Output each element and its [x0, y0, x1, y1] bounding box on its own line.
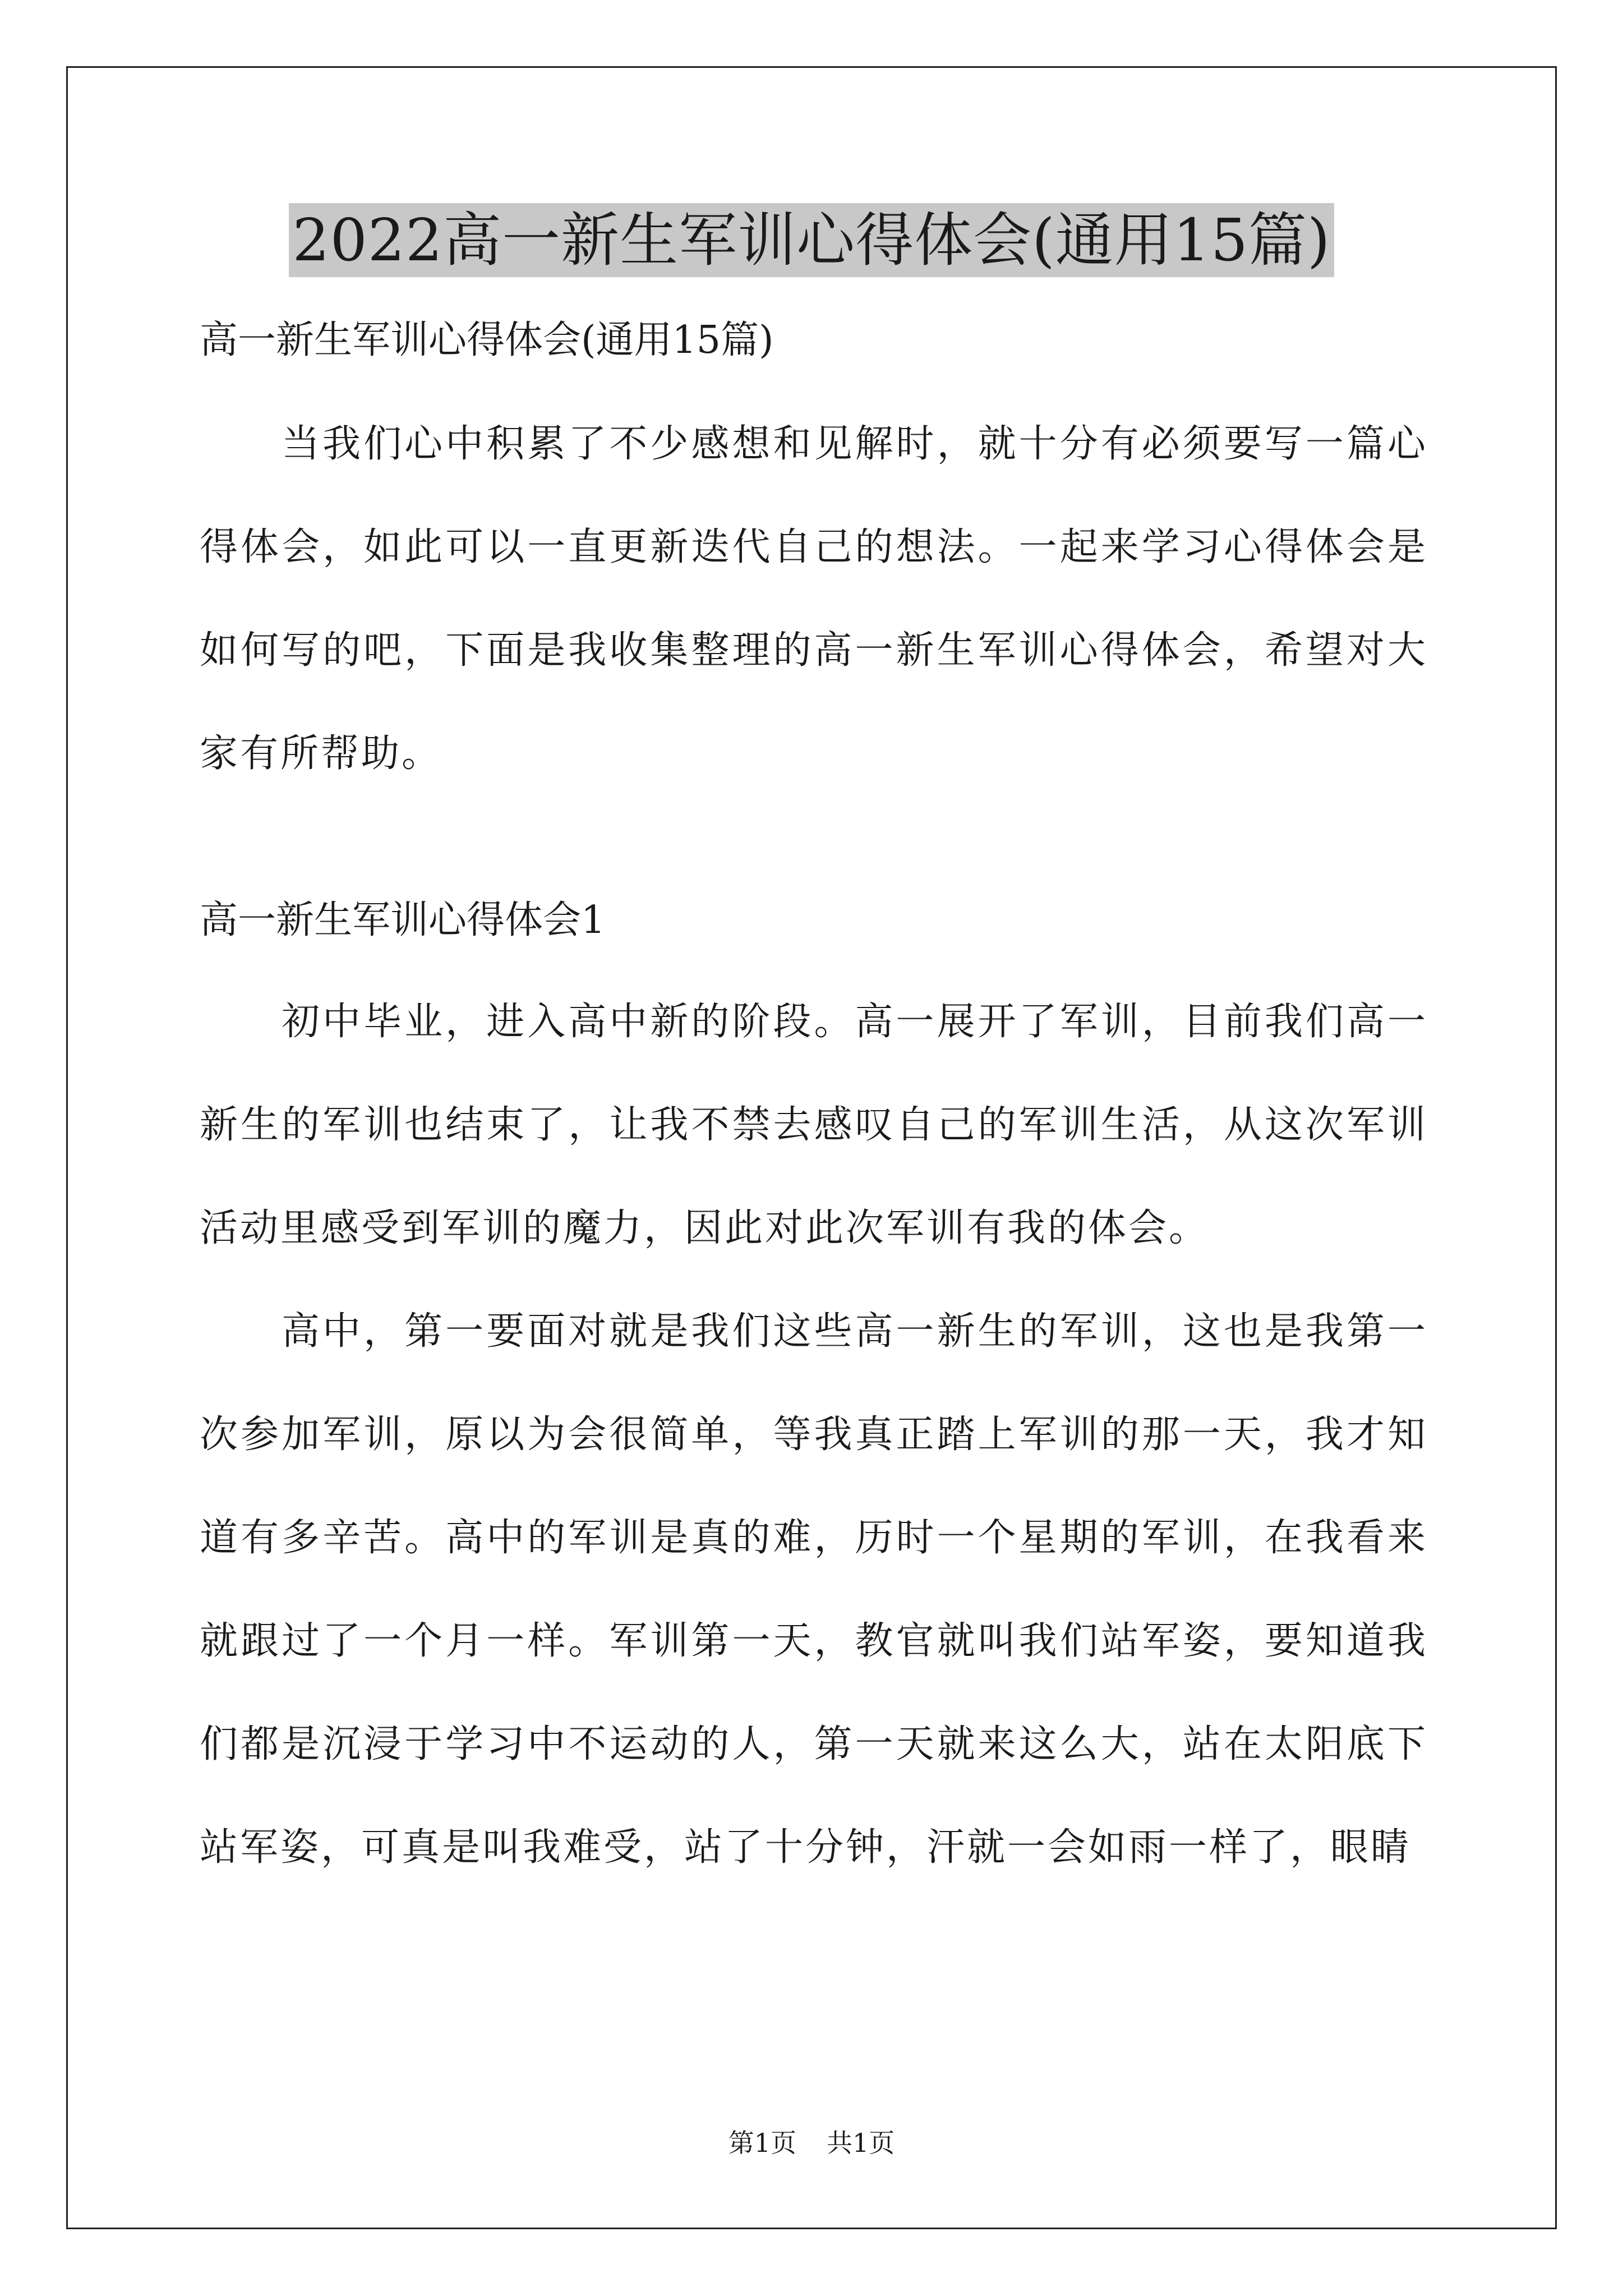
title-container — [0, 203, 1623, 277]
document-body — [200, 303, 1428, 1899]
page-footer — [0, 2126, 1623, 2160]
section-heading: 高一新生军训心得体会1 — [200, 898, 606, 942]
intro-paragraph: 当我们心中积累了不少感想和见解时，就十分有必须要写一篇心得体会，如此可以一直更新迭代自己的想法。一起来学习心得体会是如何写的吧，下面是我收集整理的高一新生军训心得体会，希望对大家有所帮助。 — [200, 422, 1428, 776]
page-total: 共1页 — [827, 2128, 895, 2158]
section-paragraph: 高中，第一要面对就是我们这些高一新生的军训，这也是我第一次参加军训，原以为会很简单，等我真正踏上军训的那一天，我才知道有多辛苦。高中的军训是真的难，历时一个星期的军训，在我看来就跟过了一个月一样。军训第一天，教官就叫我们站军姿，要知道我们都是沉浸于学习中不运动的人，第一天就来这么大，站在太阳底下站军姿，可真是叫我难受，站了十分钟，汗就一会如雨一样了，眼睛 — [200, 1309, 1428, 1870]
document-title: 2022高一新生军训心得体会(通用15篇) — [289, 203, 1334, 277]
section-paragraph: 初中毕业，进入高中新的阶段。高一展开了军训，目前我们高一新生的军训也结束了，让我不禁去感叹自己的军训生活，从这次军训活动里感受到军训的魔力，因此对此次军训有我的体会。 — [200, 1000, 1428, 1250]
page-number: 第1页 — [728, 2128, 796, 2158]
document-subtitle: 高一新生军训心得体会(通用15篇) — [200, 318, 774, 362]
